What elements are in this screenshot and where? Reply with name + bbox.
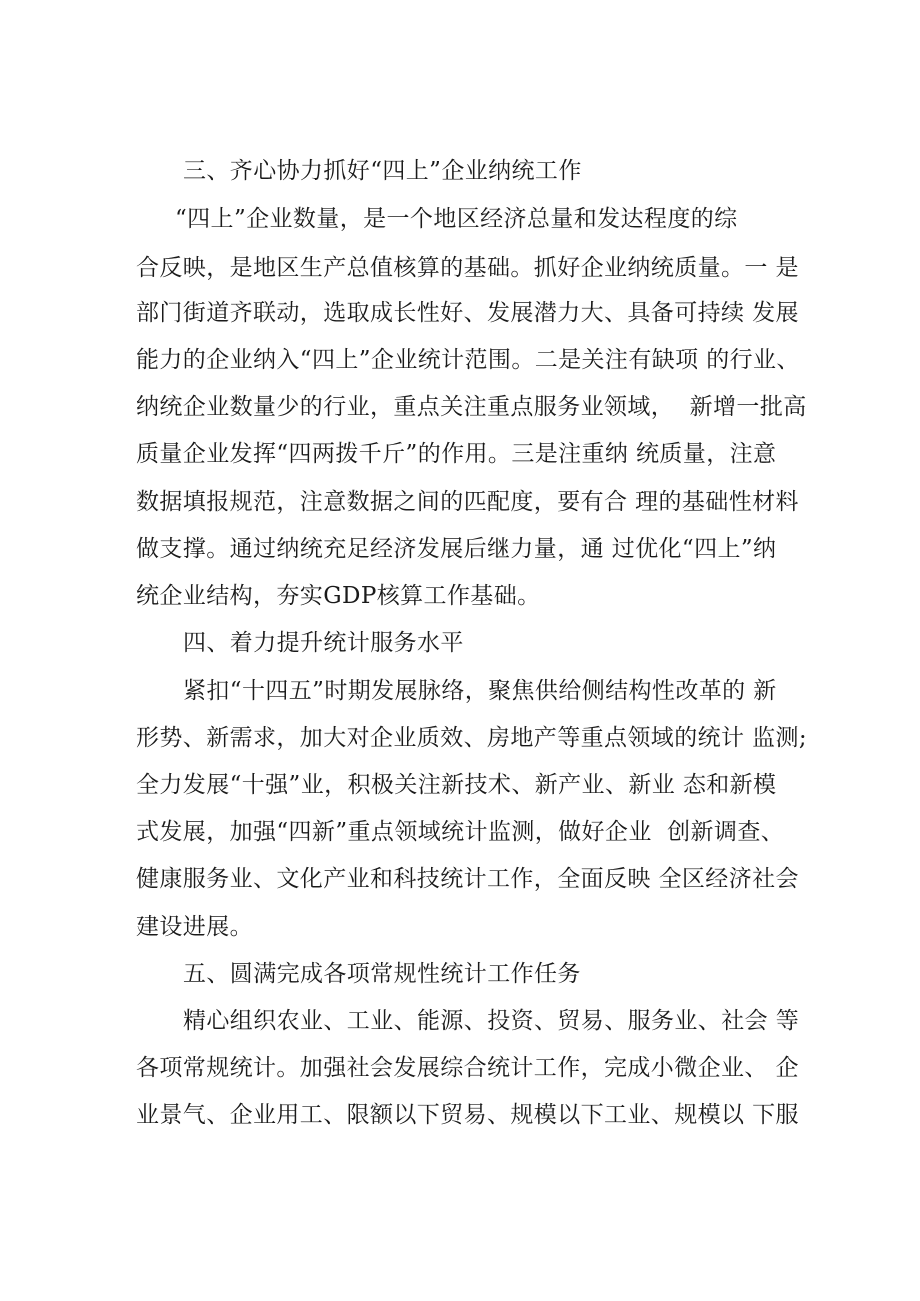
section-heading-4: 四、着力提升统计服务水平	[183, 630, 464, 656]
section-heading-5: 五、圆满完成各项常规性统计工作任务	[183, 961, 581, 987]
paragraph-line: 质量企业发挥“四两拨千斤”的作用。三是注重纳 统质量，注意	[136, 441, 777, 467]
paragraph-line: 做支撑。通过纳统充足经济发展后继力量，通 过优化“四上”纳	[136, 536, 777, 562]
paragraph-line: “四上”企业数量，是一个地区经济总量和发达程度的综	[175, 206, 738, 232]
paragraph-line: 统企业结构，夯实GDP核算工作基础。	[136, 583, 541, 609]
paragraph-line: 建设进展。	[136, 914, 253, 940]
paragraph-line: 全力发展“十强”业，积极关注新技术、新产业、新业 态和新模	[136, 772, 777, 798]
paragraph-line: 合反映，是地区生产总值核算的基础。抓好企业纳统质量。一 是	[136, 255, 799, 281]
section-heading-3: 三、齐心协力抓好“四上”企业纳统工作	[183, 158, 582, 184]
paragraph-line: 式发展，加强“四新”重点领域统计监测，做好企业 创新调查、	[136, 819, 785, 845]
paragraph-line: 业景气、企业用工、限额以下贸易、规模以下工业、规模以 下服	[136, 1102, 799, 1128]
paragraph-line: 各项常规统计。加强社会发展综合统计工作，完成小微企业、 企	[136, 1055, 799, 1081]
paragraph-line: 形势、新需求，加大对企业质效、房地产等重点领域的统计 监测;	[136, 725, 808, 751]
paragraph-line: 部门街道齐联动，选取成长性好、发展潜力大、具备可持续 发展	[136, 300, 799, 326]
paragraph-line: 紧扣“十四五”时期发展脉络，聚焦供给侧结构性改革的 新	[183, 678, 777, 704]
paragraph-line: 纳统企业数量少的行业，重点关注重点服务业领域， 新增一批高	[136, 394, 807, 420]
paragraph-line: 数据填报规范，注意数据之间的匹配度，要有合 理的基础性材料	[136, 489, 799, 515]
paragraph-line: 精心组织农业、工业、能源、投资、贸易、服务业、社会 等	[183, 1008, 800, 1034]
paragraph-line: 能力的企业纳入“四上”企业统计范围。二是关注有缺项 的行业、	[136, 347, 800, 373]
paragraph-line: 健康服务业、文化产业和科技统计工作，全面反映 全区经济社会	[136, 866, 799, 892]
